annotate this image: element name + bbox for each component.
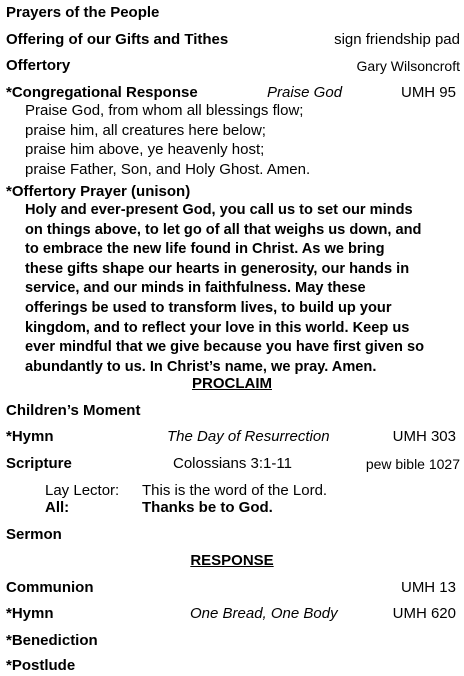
- prayer-line: ever mindful that we give because you have first given so: [25, 339, 425, 356]
- response-heading: RESPONSE: [190, 552, 274, 569]
- postlude-line: [6, 656, 460, 676]
- sermon-label: Sermon: [6, 526, 62, 543]
- communion-line: [6, 578, 460, 598]
- scripture-reference: Colossians 3:1-11: [173, 455, 292, 472]
- communion-hymn: UMH 13: [400, 579, 456, 596]
- offertory-prayer-line: [6, 182, 460, 202]
- hymn1-title: The Day of Resurrection: [167, 428, 330, 445]
- scripture-page: pew bible 1027: [365, 456, 460, 472]
- doxology-text: [25, 101, 310, 179]
- childrens-moment-line: [6, 401, 460, 421]
- proclaim-heading: PROCLAIM: [192, 375, 272, 392]
- sermon-line: [6, 525, 460, 545]
- hymn2-line: [6, 604, 460, 624]
- prayer-line: offerings be used to transform lives, to build up your: [25, 299, 392, 316]
- prayers-line: [6, 3, 460, 23]
- hymn1-line: [6, 427, 460, 447]
- doxology-line: Praise God, from whom all blessings flow;: [25, 102, 304, 119]
- prayer-line: Holy and ever-present God, you call us to set our minds: [25, 202, 413, 218]
- postlude-label: *Postlude: [6, 657, 76, 674]
- offertory-prayer-text: [25, 201, 424, 377]
- hymn2-label: *Hymn: [6, 605, 54, 622]
- doxology-line: praise him, all creatures here below;: [25, 121, 266, 139]
- offering-line: [6, 30, 460, 50]
- congregational-response-line: [6, 83, 460, 103]
- prayer-line: abundantly to us. In Christ’s name, we pray. Amen.: [25, 358, 377, 375]
- prayer-line: these gifts shape our hearts in generosity, our hands in: [25, 260, 410, 277]
- offertory-label: Offertory: [6, 57, 71, 74]
- offertory-performer: Gary Wilsoncroft: [356, 58, 460, 74]
- prayer-line: to embrace the new life found in Christ. As we bring: [25, 241, 385, 258]
- offertory-prayer-label: *Offertory Prayer (unison): [6, 183, 191, 200]
- doxology-line: praise him above, ye heavenly host;: [25, 141, 265, 158]
- prayer-line: kingdom, and to reflect your love in this world. Keep us: [25, 319, 410, 336]
- offertory-line: [6, 56, 460, 76]
- all-label: All:: [45, 499, 70, 516]
- all-text: Thanks be to God.: [142, 499, 273, 516]
- benediction-line: [6, 631, 460, 651]
- prayer-line: service, and our minds in faithfulness. May these: [25, 280, 366, 297]
- all-line: [6, 498, 460, 518]
- congregational-response-title: Praise God: [267, 84, 343, 101]
- hymn2-number: UMH 620: [392, 605, 456, 622]
- prayers-label: Prayers of the People: [6, 4, 160, 21]
- prayer-line: on things above, to let go of all that weighs us down, and: [25, 221, 422, 238]
- scripture-line: [6, 454, 460, 474]
- benediction-label: *Benediction: [6, 632, 98, 649]
- offering-label: Offering of our Gifts and Tithes: [6, 31, 229, 48]
- lector-text: This is the word of the Lord.: [142, 482, 328, 499]
- doxology-line: praise Father, Son, and Holy Ghost. Amen.: [25, 160, 311, 178]
- hymn2-title: One Bread, One Body: [190, 605, 338, 622]
- offering-note: sign friendship pad: [334, 31, 460, 48]
- communion-label: Communion: [6, 579, 94, 596]
- hymn1-number: UMH 303: [392, 428, 456, 445]
- congregational-response-label: *Congregational Response: [6, 84, 198, 101]
- childrens-moment-label: Children’s Moment: [6, 402, 141, 419]
- lector-label: Lay Lector:: [45, 482, 120, 499]
- hymn1-label: *Hymn: [6, 428, 54, 445]
- scripture-label: Scripture: [6, 455, 72, 472]
- congregational-response-hymn: UMH 95: [400, 84, 456, 101]
